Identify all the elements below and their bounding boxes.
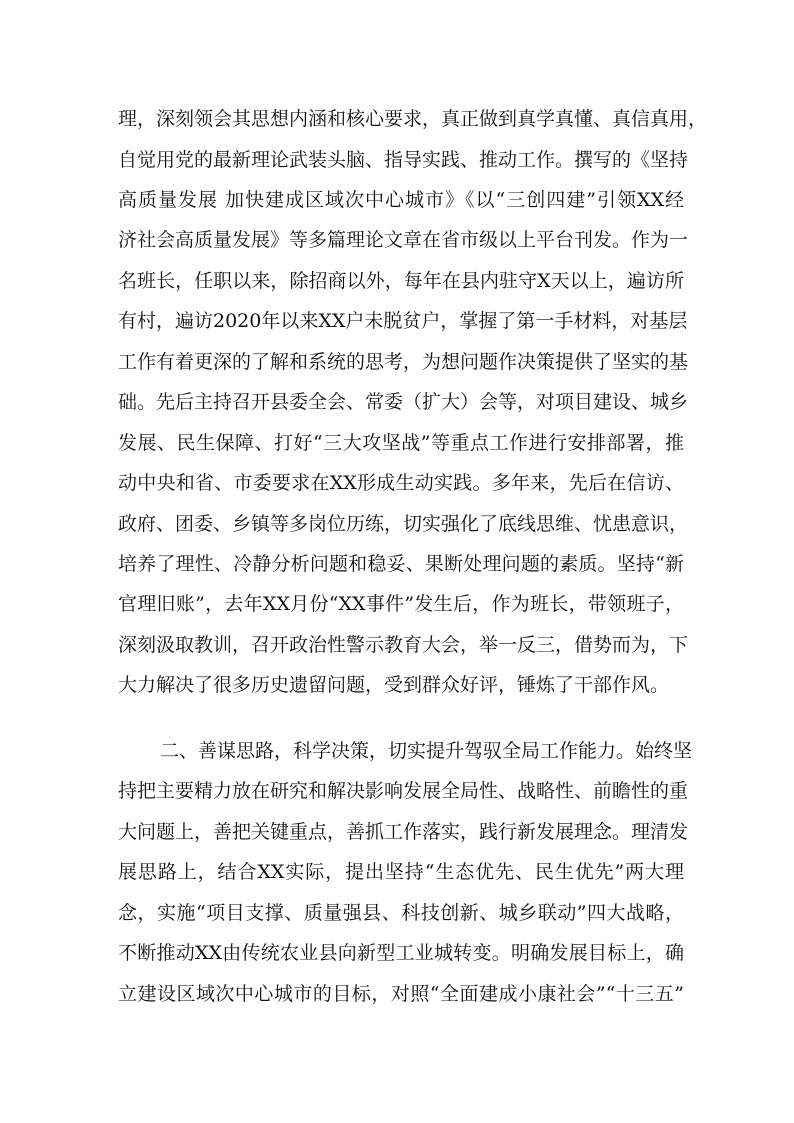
paragraph-1-line: 动中央和省、市委要求在XX形成生动实践。多年来，先后在信访、 — [118, 472, 684, 494]
paragraph-1-line: 深刻汲取教训，召开政治性警示教育大会，举一反三，借势而为，下 — [118, 634, 689, 656]
paragraph-1-line: 发展、民生保障、打好“三大攻坚战”等重点工作进行安排部署，推 — [118, 432, 684, 454]
paragraph-2-line: 持把主要精力放在研究和解决影响发展全局性、战略性、前瞻性的重 — [118, 780, 689, 802]
paragraph-2-line: 大问题上，善把关键重点，善抓工作落实，践行新发展理念。理清发 — [118, 821, 689, 843]
paragraph-1-line: 工作有着更深的了解和系统的思考，为想问题作决策提供了坚实的基 — [118, 351, 689, 373]
paragraph-1-line: 济社会高质量发展》等多篇理论文章在省市级以上平台刊发。作为一 — [118, 229, 689, 251]
paragraph-2-line: 二、善谋思路，科学决策，切实提升驾驭全局工作能力。始终坚 — [160, 740, 693, 762]
paragraph-2-line: 展思路上，结合XX实际，提出坚持“生态优先、民生优先”两大理 — [118, 861, 684, 883]
paragraph-1-line: 政府、团委、乡镇等多岗位历练，切实强化了底线思维、忧患意识， — [118, 513, 689, 535]
paragraph-2-line: 立建设区域次中心城市的目标，对照“全面建成小康社会”“十三五” — [118, 983, 684, 1005]
paragraph-1-line: 自觉用党的最新理论武装头脑、指导实践、推动工作。撰写的《坚持 — [118, 149, 689, 171]
paragraph-1-line: 高质量发展 加快建成区域次中心城市》《以“三创四建”引领XX经 — [118, 189, 684, 211]
paragraph-1-line: 名班长，任职以来，除招商以外，每年在县内驻守X天以上，遍访所 — [118, 270, 684, 292]
paragraph-1-line: 理，深刻领会其思想内涵和核心要求，真正做到真学真懂、真信真用， — [118, 108, 708, 130]
paragraph-1-line: 大力解决了很多历史遗留问题，受到群众好评，锤炼了干部作风。 — [118, 674, 670, 696]
paragraph-1-line: 础。先后主持召开县委全会、常委（扩大）会等，对项目建设、城乡 — [118, 391, 689, 413]
paragraph-1-line: 有村，遍访2020年以来XX户未脱贫户，掌握了第一手材料，对基层 — [118, 310, 688, 332]
paragraph-1-line: 培养了理性、冷静分析问题和稳妥、果断处理问题的素质。坚持“新 — [118, 553, 684, 575]
paragraph-2-line: 念，实施“项目支撑、质量强县、科技创新、城乡联动”四大战略， — [118, 902, 684, 924]
paragraph-2-line: 不断推动XX由传统农业县向新型工业城转变。明确发展目标上，确 — [118, 942, 684, 964]
paragraph-1-line: 官理旧账”，去年XX月份“XX事件”发生后，作为班长，带领班子， — [118, 593, 684, 615]
